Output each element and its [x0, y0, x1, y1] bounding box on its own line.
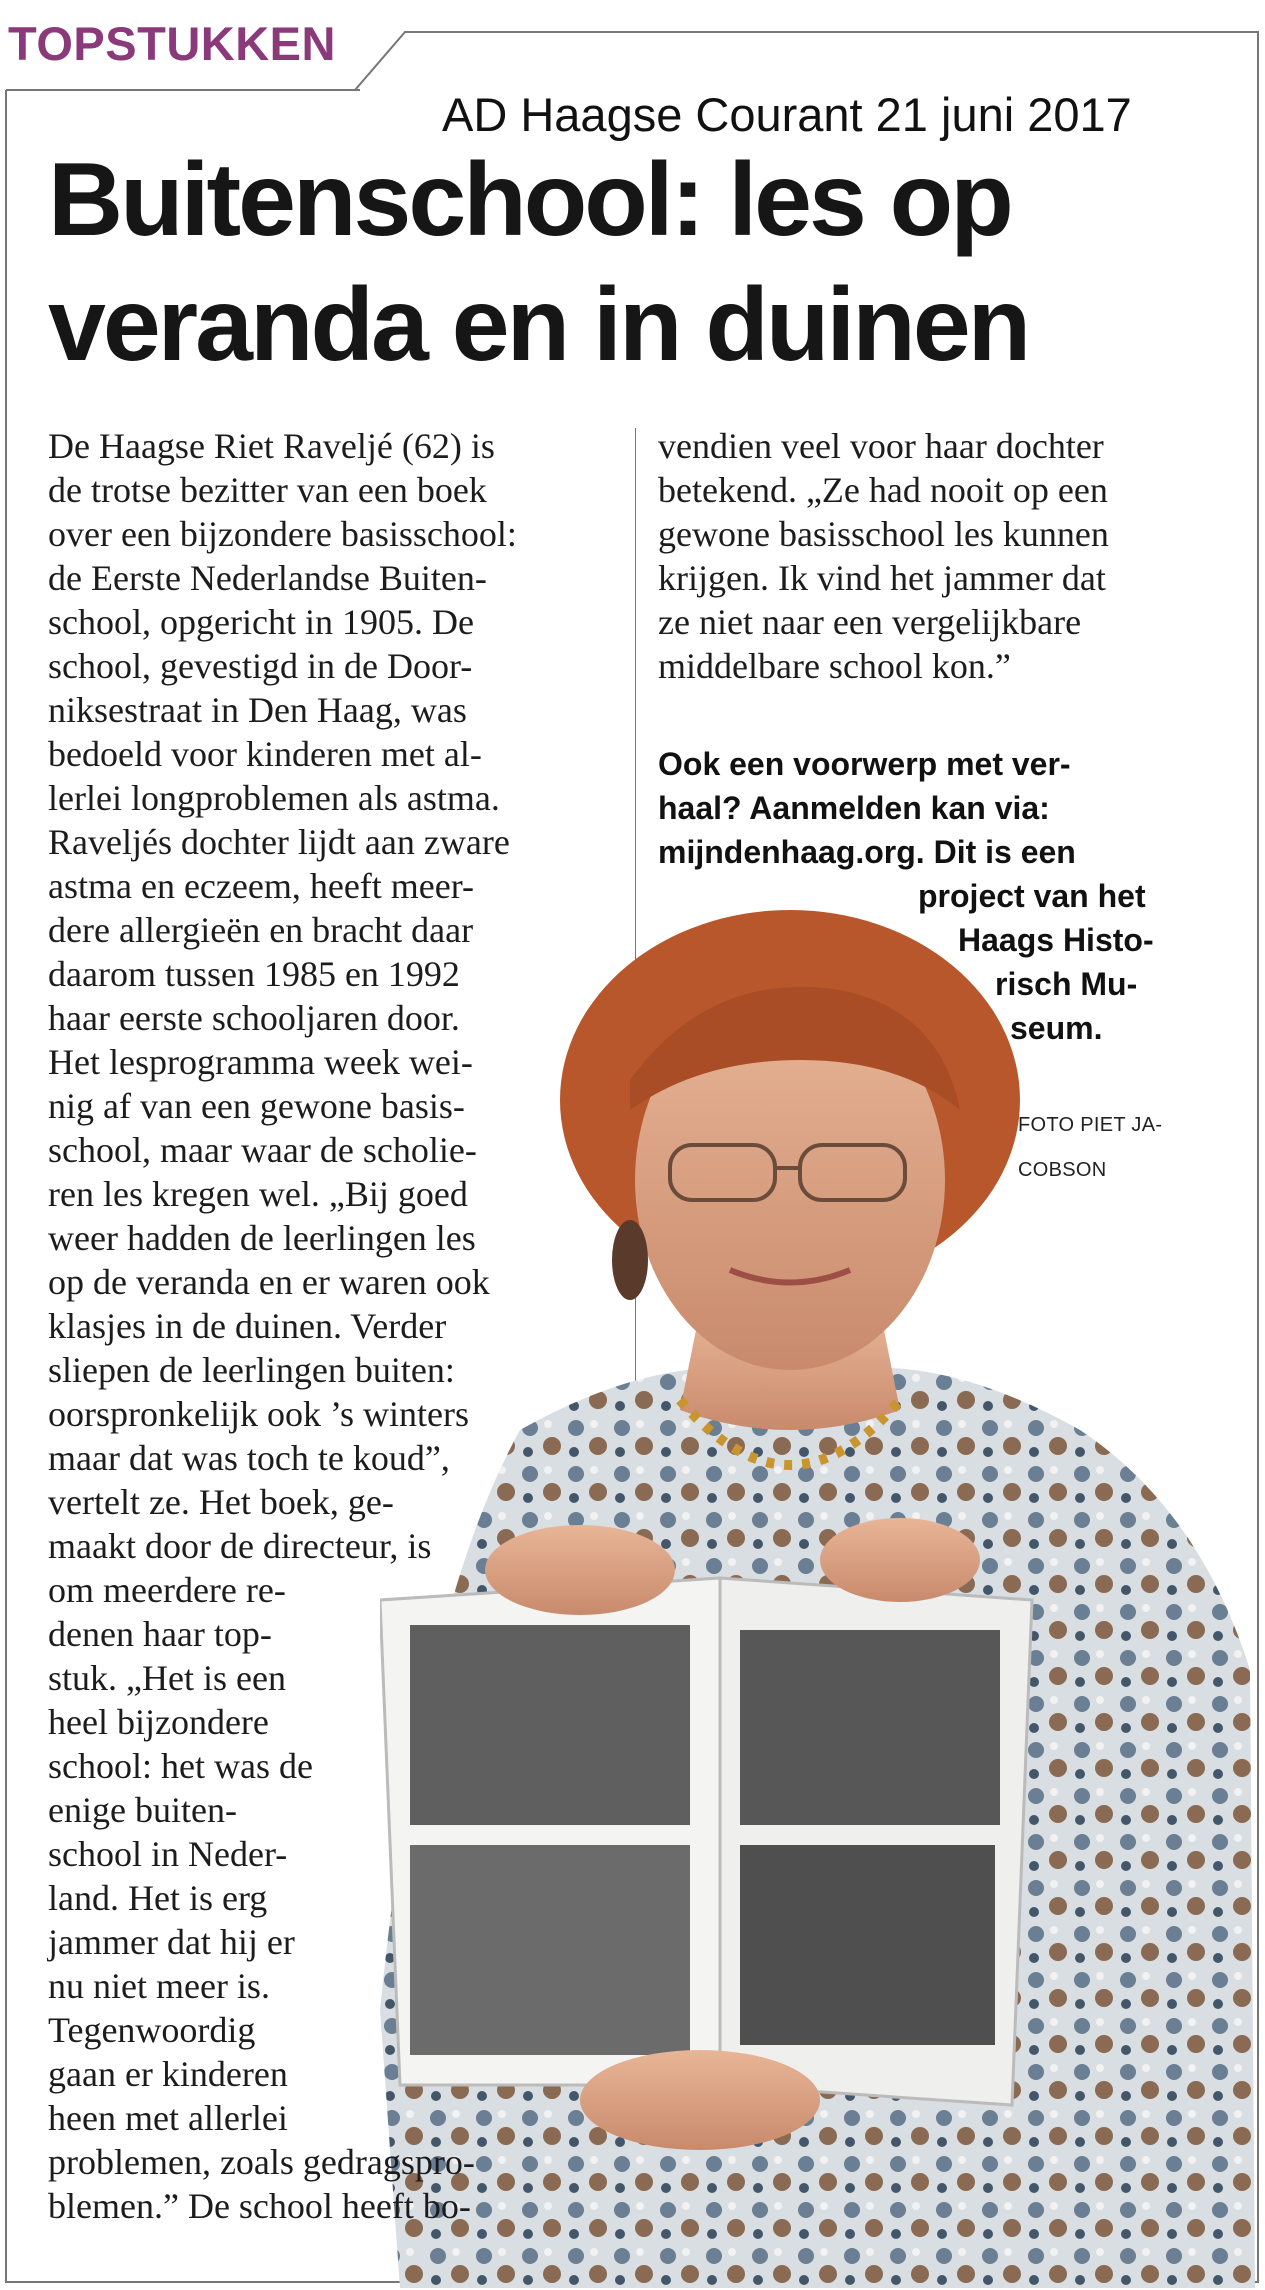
body-left-line: de trotse bezitter van een boek	[48, 470, 487, 510]
body-left-line: dere allergieën en bracht daar	[48, 910, 474, 950]
callout-line: risch Mu-	[995, 966, 1138, 1002]
body-right-line: ze niet naar een vergelijkbare	[658, 602, 1082, 642]
photo-credit-line: COBSON	[1018, 1159, 1107, 1181]
body-left-line: school, maar waar de scholie-	[48, 1130, 477, 1170]
body-left-line: nu niet meer is.	[48, 1966, 270, 2006]
photo-credit-line: FOTO PIET JA-	[1018, 1114, 1163, 1136]
body-left-line: haar eerste schooljaren door.	[48, 998, 460, 1038]
body-left-line: de Eerste Nederlandse Buiten-	[48, 558, 487, 598]
body-left-line: school, opgericht in 1905. De	[48, 602, 474, 642]
body-left-line: heel bijzondere	[48, 1702, 269, 1742]
headline-line-1: Buitenschool: les op	[48, 142, 1011, 258]
body-left-line: lerlei longproblemen als astma.	[48, 778, 500, 818]
body-left-line: astma en eczeem, heeft meer-	[48, 866, 475, 906]
body-left-line: denen haar top-	[48, 1614, 272, 1654]
body-left-line: vertelt ze. Het boek, ge-	[48, 1482, 394, 1522]
section-label: TOPSTUKKEN	[8, 17, 336, 70]
body-right-line: gewone basisschool les kunnen	[658, 514, 1109, 554]
callout-line: project van het	[918, 878, 1146, 914]
body-left-line: Raveljés dochter lijdt aan zware	[48, 822, 510, 862]
body-right-line: vendien veel voor haar dochter	[658, 426, 1104, 466]
body-right-line: krijgen. Ik vind het jammer dat	[658, 558, 1106, 598]
body-left-line: De Haagse Riet Raveljé (62) is	[48, 426, 495, 466]
body-right-line: betekend. „Ze had nooit op een	[658, 470, 1108, 510]
callout-line: seum.	[1010, 1010, 1103, 1046]
body-left-line: maakt door de directeur, is	[48, 1526, 432, 1566]
body-left-line: daarom tussen 1985 en 1992	[48, 954, 460, 994]
body-left-line: Tegenwoordig	[48, 2010, 256, 2050]
body-left-line: stuk. „Het is een	[48, 1658, 286, 1698]
body-left-line: over een bijzondere basisschool:	[48, 514, 517, 554]
body-right-line: middelbare school kon.”	[658, 646, 1011, 686]
body-left-line: school: het was de	[48, 1746, 313, 1786]
body-left-line: nig af van een gewone basis-	[48, 1086, 465, 1126]
body-left-line: op de veranda en er waren ook	[48, 1262, 490, 1302]
body-left-line: blemen.” De school heeft bo-	[48, 2186, 471, 2226]
body-left-line: klasjes in de duinen. Verder	[48, 1306, 447, 1346]
body-left-line: ren les kregen wel. „Bij goed	[48, 1174, 468, 1214]
body-left-line: school in Neder-	[48, 1834, 288, 1874]
body-left-line: problemen, zoals gedragspro-	[48, 2142, 475, 2182]
source-line: AD Haagse Courant 21 juni 2017	[442, 88, 1132, 141]
body-left-line: oorspronkelijk ook ’s winters	[48, 1394, 469, 1434]
body-left-line: jammer dat hij er	[48, 1922, 295, 1962]
body-left-line: niksestraat in Den Haag, was	[48, 690, 467, 730]
body-left-line: land. Het is erg	[48, 1878, 268, 1918]
body-left-line: Het lesprogramma week wei-	[48, 1042, 473, 1082]
body-left-line: enige buiten-	[48, 1790, 237, 1830]
body-left-line: sliepen de leerlingen buiten:	[48, 1350, 455, 1390]
headline-line-2: veranda en in duinen	[48, 267, 1029, 383]
callout-line: Haags Histo-	[958, 922, 1154, 958]
callout-line: haal? Aanmelden kan via:	[658, 790, 1050, 826]
callout-line: mijndenhaag.org. Dit is een	[658, 834, 1076, 870]
body-left-line: maar dat was toch te koud”,	[48, 1438, 450, 1478]
body-left-line: heen met allerlei	[48, 2098, 288, 2138]
body-left-line: bedoeld voor kinderen met al-	[48, 734, 482, 774]
body-left-line: gaan er kinderen	[48, 2054, 288, 2094]
body-left-line: school, gevestigd in de Door-	[48, 646, 473, 686]
callout-line: Ook een voorwerp met ver-	[658, 746, 1071, 782]
body-left-line: om meerdere re-	[48, 1570, 286, 1610]
body-left-line: weer hadden de leerlingen les	[48, 1218, 476, 1258]
